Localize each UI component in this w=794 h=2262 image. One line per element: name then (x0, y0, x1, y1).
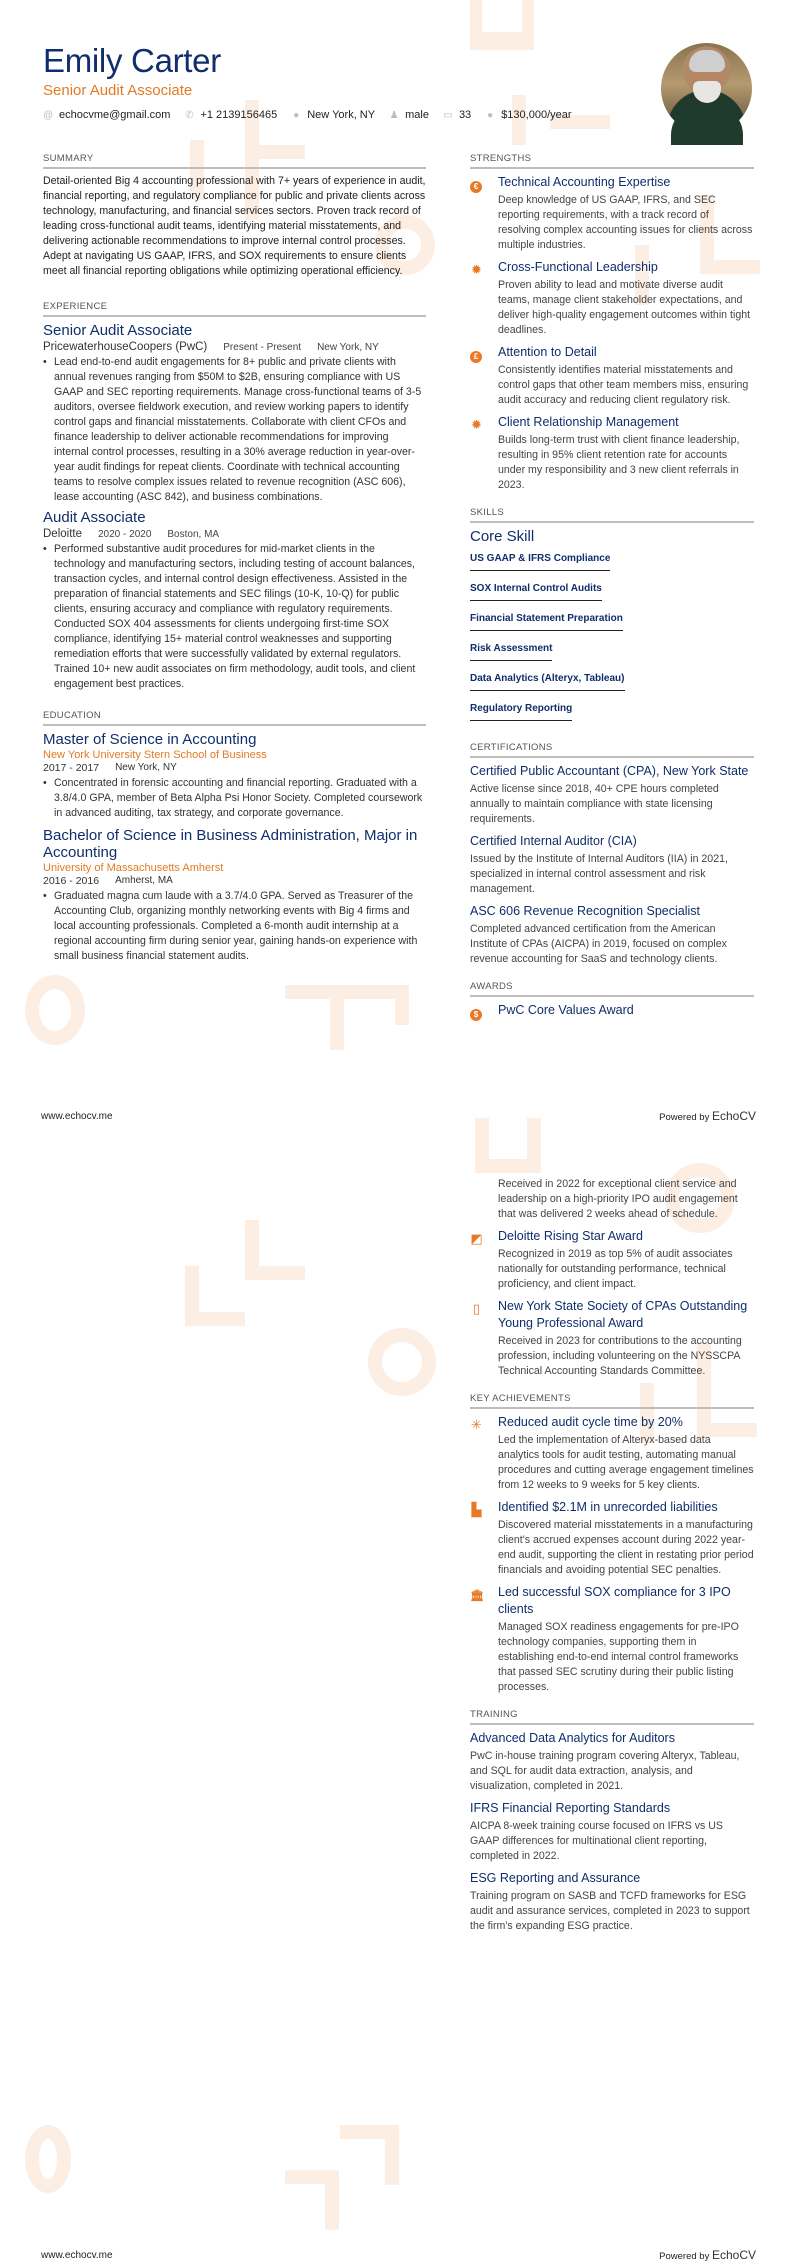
candidate-name: Emily Carter (43, 42, 221, 79)
award-desc: Received in 2023 for contributions to the accounting profession, including volunteering on the NYSSCPA Technical Accounting Standards Committee. (498, 1335, 742, 1377)
skill-group-title: Core Skill (470, 528, 535, 545)
calendar-icon: ▭ (443, 109, 453, 121)
certification-title: Certified Public Accountant (CPA), New York State (470, 764, 749, 778)
bookmark-slash-icon: ◩ (470, 1231, 483, 1246)
footer-website[interactable]: www.echocv.me (41, 1111, 113, 1122)
strength-item (470, 414, 754, 493)
job-entry (43, 509, 426, 692)
achievement-item (470, 1414, 754, 1493)
strength-item (470, 174, 754, 253)
degree-title: Master of Science in Accounting (43, 731, 257, 748)
decor-bar (395, 985, 409, 1025)
education-location: Amherst, MA (115, 875, 173, 886)
euro-icon: € (470, 181, 482, 193)
resume-page-2 (0, 1123, 794, 2262)
education-dates: 2017 - 2017 (43, 762, 100, 774)
award-title: New York State Society of CPAs Outstanding Young Professional Award (498, 1299, 748, 1330)
certification-title: ASC 606 Revenue Recognition Specialist (470, 904, 700, 918)
award-item (470, 1177, 754, 1222)
strength-desc: Deep knowledge of US GAAP, IFRS, and SEC reporting requirements, with a track record of resolving complex accounting issues for clients across multiple industries. (498, 194, 753, 251)
education-entry (43, 827, 426, 964)
at-icon: @ (43, 109, 54, 121)
strength-title: Technical Accounting Expertise (498, 175, 671, 189)
avatar (661, 43, 752, 134)
decor-ring (25, 975, 85, 1045)
awards-section-continued (470, 1177, 754, 1379)
left-column (43, 153, 426, 964)
gear-icon: ✹ (471, 262, 482, 277)
sparkle-icon: ✳ (471, 1417, 482, 1432)
salary-icon: ● (487, 109, 494, 121)
decor-bar (330, 990, 344, 1050)
training-desc: Training program on SASB and TCFD frameworks for ESG audit and assurance services, completed in 2023 to support the firm's expanding ESG practice. (470, 1890, 750, 1932)
section-heading: SKILLS (470, 507, 754, 523)
skill-tag: Financial Statement Preparation (470, 613, 623, 631)
brand-logo[interactable]: EchoCV (711, 1109, 756, 1123)
section-heading: CERTIFICATIONS (470, 742, 754, 758)
education-entry (43, 731, 426, 821)
certification-title: Certified Internal Auditor (CIA) (470, 834, 637, 848)
dollar-icon: $ (470, 1009, 482, 1021)
job-dates: Present - Present (223, 342, 302, 353)
award-desc: Recognized in 2019 as top 5% of audit associates nationally for outstanding performance, technical proficiency, and client impact. (498, 1248, 733, 1290)
document-icon: ▙ (471, 1502, 482, 1517)
decor-bar (340, 2125, 399, 2139)
right-column (470, 153, 754, 1028)
award-item (470, 1002, 754, 1022)
skill-tag: US GAAP & IFRS Compliance (470, 553, 610, 571)
skills-section (470, 507, 754, 728)
skill-tag: Regulatory Reporting (470, 703, 572, 721)
footer-powered-by: Powered by EchoCV (659, 2248, 756, 2262)
training-section (470, 1709, 754, 1934)
certification-desc: Issued by the Institute of Internal Auditors (IIA) in 2021, specialized in internal control assessment and risk management. (470, 853, 728, 895)
training-desc: PwC in-house training program covering Alteryx, Tableau, and SQL for audit data extraction, analysis, and visualization, completed in 2021. (470, 1750, 740, 1792)
skill-tag: Data Analytics (Alteryx, Tableau) (470, 673, 625, 691)
school-name: University of Massachusetts Amherst (43, 862, 224, 874)
contact-age: ▭ 33 (443, 109, 472, 121)
section-heading: SUMMARY (43, 153, 426, 169)
training-title: IFRS Financial Reporting Standards (470, 1801, 671, 1815)
achievements-section (470, 1393, 754, 1695)
footer-website[interactable]: www.echocv.me (41, 2250, 113, 2261)
skill-tag: Risk Assessment (470, 643, 552, 661)
education-section (43, 710, 426, 964)
achievement-title: Reduced audit cycle time by 20% (498, 1415, 683, 1429)
education-location: New York, NY (115, 762, 177, 773)
award-item (470, 1298, 754, 1379)
training-title: ESG Reporting and Assurance (470, 1871, 641, 1885)
achievement-desc: Led the implementation of Alteryx-based data analytics tools for audit testing, automating manual procedures and cutting average engagement timelines from 12 weeks to 9 weeks for 5 key clients. (498, 1434, 754, 1491)
achievement-desc: Managed SOX readiness engagements for pre-IPO technology companies, supporting them in establishing end-to-end internal control frameworks that passed SEC scrutiny during their public listing processes. (498, 1621, 739, 1693)
achievement-item (470, 1584, 754, 1695)
achievement-desc: Discovered material misstatements in a manufacturing client's accrued expenses account during 2022 year-end audit, supporting the client in restating prior period financials and avoiding potential SEC penalties. (498, 1519, 754, 1576)
section-heading: STRENGTHS (470, 153, 754, 169)
contact-location: ● New York, NY (293, 109, 376, 121)
pound-icon: £ (470, 351, 482, 363)
achievement-title: Identified $2.1M in unrecorded liabilities (498, 1500, 718, 1514)
strengths-section (470, 153, 754, 493)
footer-powered-by: Powered by EchoCV (659, 1109, 756, 1123)
summary-text: Detail-oriented Big 4 accounting professional with 7+ years of experience in audit, financial reporting, and regulatory compliance for public and private clients across technology, manufacturing, and financial services sectors. Proven track record of leading cross-functional audit teams, identifying material misstatements, and delivering actionable recommendations to improve internal control processes. Adept at navigating US GAAP, IFRS, and SOX requirements to ensure clients meet all financial reporting obligations while optimizing operational efficiency. (43, 175, 426, 277)
decor-bar (185, 1312, 245, 1326)
resume-page-1 (0, 0, 794, 1123)
location-pin-icon: ● (293, 109, 300, 121)
mobile-icon: ▯ (472, 1301, 481, 1316)
award-title: PwC Core Values Award (498, 1003, 634, 1017)
contact-bar (43, 109, 586, 121)
decor-bar (482, 0, 522, 32)
education-bullet: • Concentrated in forensic accounting and financial reporting. Graduated with a 3.8/4.0 GPA, member of Beta Alpha Psi Honor Society. Completed coursework in advanced auditing, tax strategy, and corporate governance. (43, 777, 423, 819)
strength-item (470, 259, 754, 338)
decor-bar (527, 1118, 541, 1173)
contact-phone[interactable]: ✆ +1 2139156465 (185, 109, 278, 121)
right-column-continued (470, 1177, 754, 1940)
award-desc: Received in 2022 for exceptional client service and leadership on a high-priority IPO audit engagement that was delivered 2 weeks ahead of schedule. (498, 1178, 738, 1220)
decor-ring (368, 1328, 436, 1396)
job-location: Boston, MA (167, 529, 220, 540)
strength-item (470, 344, 754, 408)
phone-icon: ✆ (185, 109, 194, 121)
gear-icon: ✹ (471, 417, 482, 432)
summary-section (43, 153, 426, 279)
education-bullet: • Graduated magna cum laude with a 3.7/4.0 GPA. Served as Treasurer of the Accounting Club, organizing monthly networking events with Big 4 firms and local accounting professionals. Completed a 6-month audit internship at a regional accounting firm during senior year, gaining hands-on experience with small business financial statement audits. (43, 890, 418, 962)
decor-bar (285, 2170, 339, 2184)
job-location: New York, NY (317, 342, 379, 353)
certifications-section (470, 742, 754, 967)
education-dates: 2016 - 2016 (43, 875, 100, 887)
section-heading: EXPERIENCE (43, 301, 426, 317)
strength-desc: Builds long-term trust with client finance leadership, resulting in 95% client retention rate for accounts under my responsibility and 3 new client referrals in 2023. (498, 434, 740, 491)
achievement-title: Led successful SOX compliance for 3 IPO clients (498, 1585, 731, 1616)
contact-email[interactable]: @ echocvme@gmail.com (43, 109, 171, 121)
awards-section (470, 981, 754, 1022)
decor-ring (25, 2125, 71, 2193)
section-heading: AWARDS (470, 981, 754, 997)
strength-desc: Consistently identifies material misstatements and control gaps that other team members miss, ensuring audit accuracy and reducing client regulatory risk. (498, 364, 749, 406)
degree-title: Bachelor of Science in Business Administration, Major in Accounting (43, 827, 418, 861)
award-item (470, 1228, 754, 1292)
section-heading: KEY ACHIEVEMENTS (470, 1393, 754, 1409)
job-entry (43, 322, 426, 505)
job-bullet: • Performed substantive audit procedures for mid-market clients in the technology and manufacturing sectors, including testing of account balances, transaction cycles, and internal control design effectiveness. Assisted in the preparation of financial statements and SEC filings (10-K, 10-Q) for public clients, ensuring accuracy and compliance with regulatory requirements. Conducted SOX 404 assessments for clients undergoing first-time SOX compliance, identifying 15+ material control weaknesses and supporting remediation efforts that were successfully validated by external regulators. Trained 10+ new audit associates on firm methodology, audit tools, and client engagement best practices. (43, 543, 416, 690)
school-name: New York University Stern School of Business (43, 749, 267, 761)
training-desc: AICPA 8-week training course focused on IFRS vs US GAAP differences for multinational client reporting, completed in 2022. (470, 1820, 723, 1862)
brand-logo[interactable]: EchoCV (711, 2248, 756, 2262)
strength-title: Client Relationship Management (498, 415, 679, 429)
contact-gender: ♟ male (389, 109, 429, 121)
award-title: Deloitte Rising Star Award (498, 1229, 643, 1243)
company-name: PricewaterhouseCoopers (PwC) (43, 341, 208, 353)
skill-tag: SOX Internal Control Audits (470, 583, 602, 601)
achievement-item (470, 1499, 754, 1578)
strength-title: Attention to Detail (498, 345, 597, 359)
strength-title: Cross-Functional Leadership (498, 260, 658, 274)
strength-desc: Proven ability to lead and motivate diverse audit teams, manage client stakeholder expectations, and deliver high-quality engagement outcomes within tight deadlines. (498, 279, 751, 336)
job-title: Senior Audit Associate (43, 322, 193, 339)
job-title: Audit Associate (43, 509, 146, 526)
decor-bar (245, 1266, 305, 1280)
section-heading: TRAINING (470, 1709, 754, 1725)
training-title: Advanced Data Analytics for Auditors (470, 1731, 675, 1745)
decor-bar (285, 985, 395, 999)
bank-icon: 🏛 (470, 1590, 484, 1602)
section-heading: EDUCATION (43, 710, 426, 726)
contact-salary: ● $130,000/year (487, 109, 572, 121)
person-icon: ♟ (389, 109, 399, 121)
certification-desc: Active license since 2018, 40+ CPE hours completed annually to maintain compliance with state licensing requirements. (470, 783, 719, 825)
experience-section (43, 301, 426, 692)
candidate-title: Senior Audit Associate (43, 82, 193, 99)
job-dates: 2020 - 2020 (98, 529, 152, 540)
certification-desc: Completed advanced certification from the American Institute of CPAs (AICPA) in 2019, focused on complex revenue accounting for SaaS and technology clients. (470, 923, 727, 965)
company-name: Deloitte (43, 528, 82, 540)
job-bullet: • Lead end-to-end audit engagements for 8+ public and private clients with annual revenues ranging from $50M to $2B, ensuring compliance with US GAAP and SEC reporting requirements. Manage cross-functional teams of 3-5 auditors, oversee fieldwork execution, and review working papers to identify control gaps and financial misstatements. Collaborate with client CFOs and finance leadership to deliver actionable recommendations for improving internal control processes, resulting in a 30% average reduction in year-over-year audit findings for repeat clients. Coordinate with technical accounting teams to resolve complex issues related to revenue recognition (ASC 606), lease accounting (ASC 842), and business combinations. (43, 356, 422, 503)
